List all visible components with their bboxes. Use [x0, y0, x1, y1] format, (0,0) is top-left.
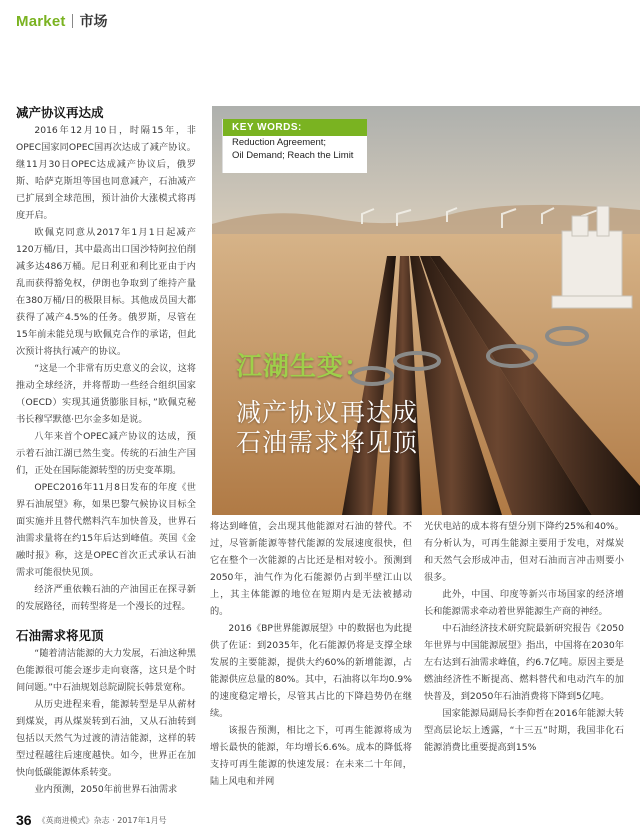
keywords-line-2: Oil Demand; Reach the Limit	[232, 150, 354, 161]
paragraph: 2016《BP世界能源展望》中的数据也为此提供了佐证：到2035年，化石能源仍将是支撑全球发展的主要能源，提供大约60%的新增能源，占能源供应总量的80%。其中，石油将以年均0.9%的速度稳定增长，尽管其占比的下降趋势仍在继续。	[210, 623, 412, 719]
page-number: 36	[16, 812, 32, 828]
paragraph: 欧佩克同意从2017年1月1日起减产120万桶/日，其中最高出口国沙特阿拉伯削减多达486万桶。尼日利亚和利比亚由于内乱而获得豁免权，伊朗也争取到了维持产量在380万桶/日的极限目标。其他成员国大都获得了减产4.5%的任务。俄罗斯，尽管在15年前未能兑现与欧佩克合作的承诺，但此次预计将执行减产的协议。	[16, 227, 196, 357]
paragraph: “这是一个非常有历史意义的会议，这将推动全球经济，并将帮助一些经合组织国家（OECD）实现其通货膨胀目标，”欧佩克秘书长穆罕默德·巴尔金多如是说。	[16, 363, 196, 425]
paragraph: 国家能源局副局长李仰哲在2016年能源大转型高层论坛上透露，“十三五”时期，我国非化石能源消费比重要提高到15%	[424, 708, 624, 753]
section-label: 市场	[79, 14, 108, 30]
paragraph: 2016年12月10日，时隔15年，非OPEC国家同OPEC国再次达成了减产协议。继11月30日OPEC达成减产协议后，俄罗斯、哈萨克斯坦等国也同意减产，石油减产已扩展到全球范围，预计油价大涨模式将再度开启。	[16, 125, 196, 221]
paragraph: OPEC2016年11月8日发布的年度《世界石油展望》称，如果巴黎气候协议目标全面实施并且替代燃料汽车加快普及，世界石油需求量将在约15年后达到峰值。英国《金融时报》称，这是OPEC首次正式承认石油需求可能很快见顶。	[16, 482, 196, 578]
paragraph: 中石油经济技术研究院最新研究报告《2050年世界与中国能源展望》指出，中国将在2030年左右达到石油需求峰值，约6.7亿吨。原因主要是燃油经济性不断提高、燃料替代和电动汽车的加快普及，到2050年石油消费将下降到5亿吨。	[424, 623, 624, 702]
headline-line-3: 石油需求将见顶	[236, 428, 419, 457]
keywords-box	[222, 119, 367, 173]
header-divider	[72, 14, 73, 28]
headline-line-2: 减产协议再达成	[236, 398, 419, 427]
article-column-1	[16, 104, 196, 798]
keywords-line-1: Reduction Agreement;	[232, 137, 327, 148]
paragraph: 此外，中国、印度等新兴市场国家的经济增长和能源需求牵动着世界能源生产商的神经。	[424, 589, 624, 617]
paragraph: 业内预测，2050年前世界石油需求	[34, 784, 178, 795]
paragraph: “随着清洁能源的大力发展，石油这种黑色能源很可能会逐步走向衰落，这只是个时间问题。”中石油规划总院副院长韩景宽称。	[16, 648, 196, 693]
brand-logo: Market	[16, 12, 66, 30]
paragraph: 从历史进程来看，能源转型是早从薪材到煤炭，再从煤炭转到石油，又从石油转到包括以天然气为过渡的清洁能源，这样的转型过程越往后速度越快。如今，世界正在加快向低碳能源体系转变。	[16, 699, 196, 778]
paragraph: 光伏电站的成本将有望分别下降约25%和40%。有分析认为，可再生能源主要用于发电，对煤炭和天然气会形成冲击，但对石油而言冲击则要小很多。	[424, 521, 624, 583]
article-column-2	[210, 518, 412, 790]
paragraph: 将达到峰值，会出现其他能源对石油的替代。不过，尽管新能源等替代能源的发展速度很快，但它在整个一次能源的占比还是相对较小。预测到2050年，油气作为化石能源仍占到半壁江山以上，其主体能源的地位在短期内是无法被撼动的。	[210, 521, 412, 617]
page-footer	[16, 812, 167, 828]
page-header	[16, 10, 108, 32]
article-column-3	[424, 518, 624, 756]
paragraph: 八年来首个OPEC减产协议的达成，预示着石油江湖已然生变。传统的石油生产国们，正处在国际能源转型的历史变革期。	[16, 431, 196, 476]
subheading-reduction-agreement: 减产协议再达成	[16, 105, 104, 120]
paragraph: 经济严重依赖石油的产油国正在探寻新的发展路径，而转型将是一个漫长的过程。	[16, 584, 196, 612]
paragraph: 该报告预测，相比之下，可再生能源将成为增长最快的能源，年均增长6.6%。成本的降低将支持可再生能源的快速发展：在未来二十年间，陆上风电和并网	[210, 725, 412, 787]
keywords-title: KEY WORDS:	[223, 119, 367, 136]
publication-credit: 《英商进模式》杂志 · 2017年1月号	[37, 815, 167, 825]
subheading-oil-demand: 石油需求将见顶	[16, 628, 104, 643]
headline-kicker: 江湖生变：	[236, 352, 372, 382]
